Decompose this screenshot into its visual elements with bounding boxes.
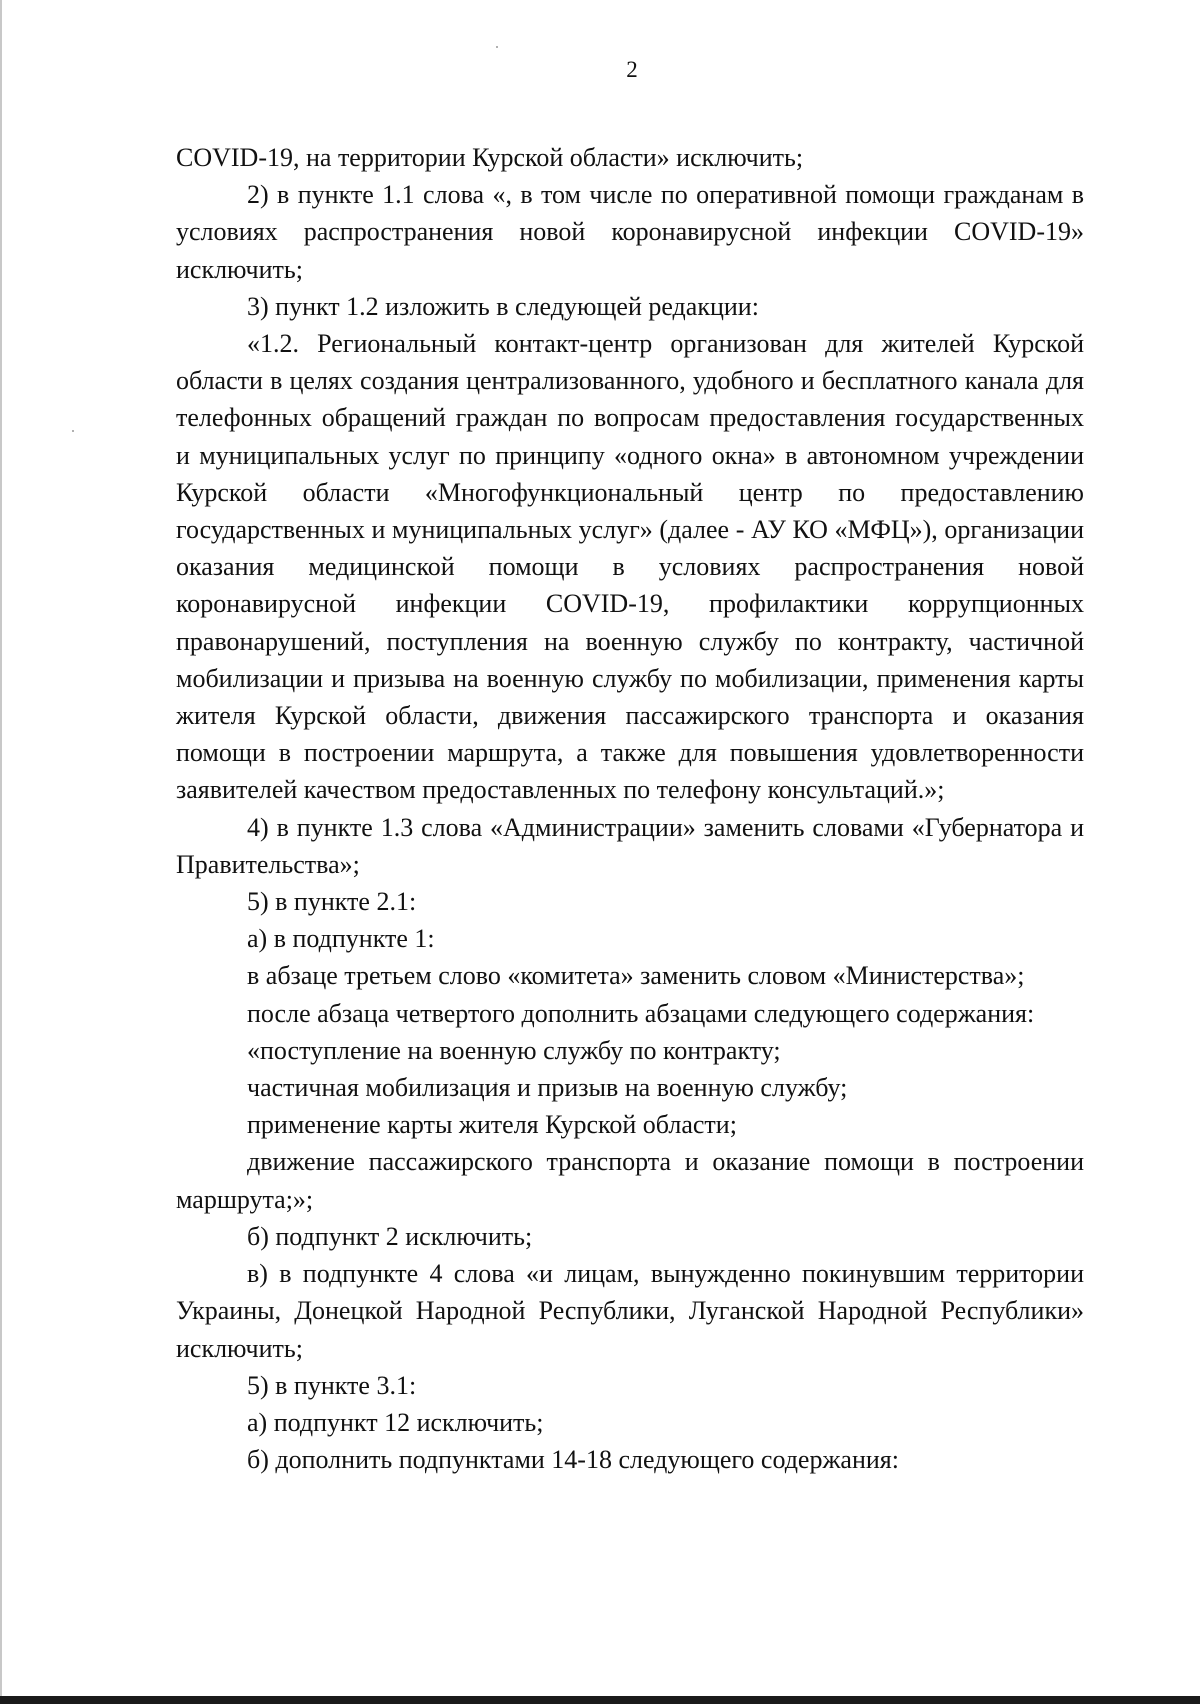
paragraph: 5) в пункте 3.1: <box>247 1370 417 1400</box>
document-body <box>176 139 1084 1478</box>
paragraph: в абзаце третьем слово «комитета» заменить словом «Министерства»; <box>247 961 1025 991</box>
paragraph: «1.2. Региональный контакт-центр организован для жителей Курской области в целях создания централизованного, удобного и бесплатного канала для телефонных обращений граждан по вопросам предоставления государственных и муниципальных услуг по принципу «одного окна» в автономном учреждении Курской области «Многофункциональный центр по предоставлению государственных и муниципальных услуг» (далее - АУ КО «МФЦ»), организации оказания медицинской помощи в условиях распространения новой коронавирусной инфекции COVID-19, профилактики коррупционных правонарушений, поступления на военную службу по контракту, частичной мобилизации и призыва на военную службу по мобилизации, применения карты жителя Курской области, движения пассажирского транспорта и оказания помощи в построении маршрута, а также для повышения удовлетворенности заявителей качеством предоставленных по телефону консультаций.»; <box>176 329 1084 805</box>
paragraph: 5) в пункте 2.1: <box>247 887 417 917</box>
paragraph: 3) пункт 1.2 изложить в следующей редакции: <box>247 291 759 321</box>
scan-speck <box>496 46 498 48</box>
scan-bottom-edge <box>0 1696 1200 1704</box>
paragraph: «поступление на военную службу по контракту; <box>247 1035 781 1065</box>
paragraph: б) дополнить подпунктами 14-18 следующего содержания: <box>247 1445 899 1475</box>
paragraph: а) подпункт 12 исключить; <box>247 1407 544 1437</box>
paragraph: применение карты жителя Курской области; <box>247 1110 737 1140</box>
paragraph: после абзаца четвертого дополнить абзацами следующего содержания: <box>247 998 1035 1028</box>
paragraph: 4) в пункте 1.3 слова «Администрации» заменить словами «Губернатора и Правительства»; <box>176 812 1084 879</box>
paragraph: частичная мобилизация и призыв на военную службу; <box>247 1073 848 1103</box>
paragraph: в) в подпункте 4 слова «и лицам, вынужденно покинувшим территории Украины, Донецкой Народной Республики, Луганской Народной Республики» исключить; <box>176 1259 1084 1363</box>
paragraph: движение пассажирского транспорта и оказание помощи в построении маршрута;»; <box>176 1147 1084 1214</box>
scan-speck <box>72 430 74 432</box>
paragraph: а) в подпункте 1: <box>247 924 435 954</box>
paragraph: 2) в пункте 1.1 слова «, в том числе по оперативной помощи гражданам в условиях распространения новой коронавирусной инфекции COVID-19» исключить; <box>176 180 1084 284</box>
scan-left-edge <box>0 0 2 1704</box>
paragraph: COVID-19, на территории Курской области» исключить; <box>176 143 804 172</box>
paragraph: б) подпункт 2 исключить; <box>247 1221 533 1251</box>
page-number: 2 <box>626 57 638 82</box>
